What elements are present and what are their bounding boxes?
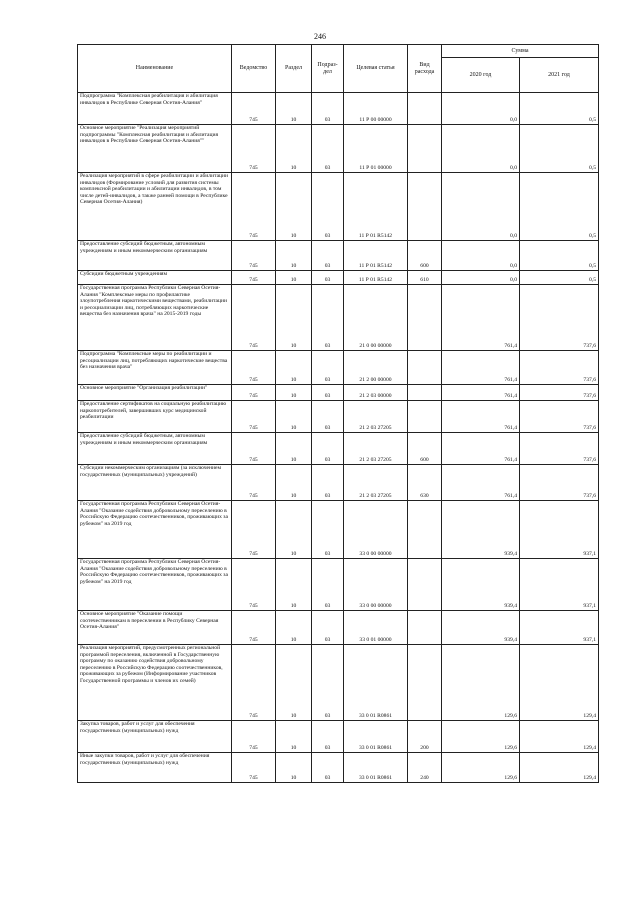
cell-subsection: 03 xyxy=(312,385,344,401)
page-number: 246 xyxy=(314,32,326,41)
cell-target: 33 0 00 00000 xyxy=(344,559,408,611)
cell-subsection: 03 xyxy=(312,721,344,753)
cell-y2021: 737,6 xyxy=(520,433,599,465)
cell-dept: 745 xyxy=(232,351,276,385)
cell-section: 10 xyxy=(276,285,312,351)
cell-type xyxy=(408,125,442,173)
cell-name: Субсидии бюджетным учреждениям xyxy=(78,271,232,285)
cell-dept: 745 xyxy=(232,385,276,401)
cell-name: Реализация мероприятий, предусмотренных региональной программой переселения, включенной в Государственную программу по оказанию содействия добровольному переселению в Российскую Федерацию соотечественников, проживающих за рубежом (Информирование участников Государственной программы и членов их семей) xyxy=(78,645,232,721)
cell-target: 21 2 03 27205 xyxy=(344,433,408,465)
cell-section: 10 xyxy=(276,125,312,173)
cell-target: 21 0 00 00000 xyxy=(344,285,408,351)
cell-type xyxy=(408,611,442,645)
cell-subsection: 03 xyxy=(312,645,344,721)
cell-dept: 745 xyxy=(232,501,276,559)
cell-subsection: 03 xyxy=(312,285,344,351)
cell-section: 10 xyxy=(276,401,312,433)
cell-y2021: 0,5 xyxy=(520,173,599,241)
table-row xyxy=(78,753,599,783)
cell-target: 11 Р 01 R5142 xyxy=(344,241,408,271)
cell-section: 10 xyxy=(276,501,312,559)
cell-y2020: 939,4 xyxy=(442,559,520,611)
cell-type: 240 xyxy=(408,753,442,783)
header-subsection: Подраз-дел xyxy=(312,45,344,93)
header-section: Раздел xyxy=(276,45,312,93)
cell-section: 10 xyxy=(276,753,312,783)
cell-target: 11 Р 01 R5142 xyxy=(344,271,408,285)
cell-dept: 745 xyxy=(232,401,276,433)
cell-type xyxy=(408,401,442,433)
cell-dept: 745 xyxy=(232,241,276,271)
cell-name: Закупка товаров, работ и услуг для обеспечения государственных (муниципальных) нужд xyxy=(78,721,232,753)
cell-section: 10 xyxy=(276,465,312,501)
table-row xyxy=(78,559,599,611)
cell-subsection: 03 xyxy=(312,611,344,645)
header-name: Наименование xyxy=(78,45,232,93)
cell-type xyxy=(408,385,442,401)
cell-dept: 745 xyxy=(232,645,276,721)
table-row xyxy=(78,465,599,501)
cell-dept: 745 xyxy=(232,125,276,173)
cell-section: 10 xyxy=(276,645,312,721)
cell-y2020: 939,4 xyxy=(442,501,520,559)
table-row xyxy=(78,93,599,125)
cell-target: 33 0 01 R0861 xyxy=(344,645,408,721)
table-row xyxy=(78,401,599,433)
cell-section: 10 xyxy=(276,271,312,285)
table-row xyxy=(78,385,599,401)
cell-dept: 745 xyxy=(232,93,276,125)
cell-y2021: 737,6 xyxy=(520,401,599,433)
cell-target: 21 2 03 00000 xyxy=(344,385,408,401)
table-row xyxy=(78,173,599,241)
cell-type xyxy=(408,501,442,559)
cell-target: 33 0 01 R0861 xyxy=(344,753,408,783)
table-row xyxy=(78,285,599,351)
cell-name: Субсидии некоммерческим организациям (за исключением государственных (муниципальных) учреждений) xyxy=(78,465,232,501)
cell-subsection: 03 xyxy=(312,241,344,271)
cell-dept: 745 xyxy=(232,753,276,783)
cell-type: 630 xyxy=(408,465,442,501)
cell-dept: 745 xyxy=(232,559,276,611)
cell-target: 33 0 01 00000 xyxy=(344,611,408,645)
cell-y2021: 737,6 xyxy=(520,465,599,501)
header-year-2021: 2021 год xyxy=(520,58,599,93)
cell-subsection: 03 xyxy=(312,125,344,173)
table-body xyxy=(78,93,599,783)
cell-y2021: 737,6 xyxy=(520,351,599,385)
cell-section: 10 xyxy=(276,173,312,241)
cell-section: 10 xyxy=(276,351,312,385)
cell-y2020: 0,0 xyxy=(442,241,520,271)
cell-type: 600 xyxy=(408,241,442,271)
cell-target: 11 Р 00 00000 xyxy=(344,93,408,125)
table-row xyxy=(78,433,599,465)
cell-type xyxy=(408,285,442,351)
cell-dept: 745 xyxy=(232,433,276,465)
cell-dept: 745 xyxy=(232,721,276,753)
cell-y2020: 129,6 xyxy=(442,721,520,753)
cell-name: Государственная программа Республики Северная Осетия-Алания "Оказание содействия добровольному переселению в Российскую Федерацию соотечественников, проживающих за рубежом" на 2019 год xyxy=(78,559,232,611)
cell-y2021: 937,1 xyxy=(520,501,599,559)
cell-section: 10 xyxy=(276,433,312,465)
cell-name: Иные закупки товаров, работ и услуг для обеспечения государственных (муниципальных) нужд xyxy=(78,753,232,783)
cell-type xyxy=(408,645,442,721)
cell-section: 10 xyxy=(276,385,312,401)
cell-target: 33 0 01 R0861 xyxy=(344,721,408,753)
cell-y2021: 737,6 xyxy=(520,285,599,351)
table-row xyxy=(78,241,599,271)
cell-target: 21 2 03 27205 xyxy=(344,465,408,501)
cell-y2021: 737,6 xyxy=(520,385,599,401)
cell-name: Основное мероприятие "Организация реабилитации" xyxy=(78,385,232,401)
cell-subsection: 03 xyxy=(312,401,344,433)
cell-type xyxy=(408,559,442,611)
cell-dept: 745 xyxy=(232,271,276,285)
cell-y2020: 939,4 xyxy=(442,611,520,645)
cell-y2021: 129,4 xyxy=(520,721,599,753)
cell-y2021: 0,5 xyxy=(520,271,599,285)
cell-section: 10 xyxy=(276,93,312,125)
cell-target: 21 2 03 27205 xyxy=(344,401,408,433)
cell-target: 11 Р 01 R5142 xyxy=(344,173,408,241)
cell-name: Предоставление субсидий бюджетным, автономным учреждениям и иным некоммерческим организациям xyxy=(78,241,232,271)
cell-section: 10 xyxy=(276,611,312,645)
cell-target: 21 2 00 00000 xyxy=(344,351,408,385)
cell-y2020: 129,6 xyxy=(442,753,520,783)
cell-subsection: 03 xyxy=(312,501,344,559)
cell-name: Государственная программа Республики Северная Осетия-Алания "Оказание содействия добровольному переселению в Российскую Федерацию соотечественников, проживающих за рубежом" на 2019 год xyxy=(78,501,232,559)
cell-y2020: 761,4 xyxy=(442,385,520,401)
cell-name: Подпрограмма "Комплексная реабилитация и абилитация инвалидов в Республике Северная Осетия-Алания" xyxy=(78,93,232,125)
cell-section: 10 xyxy=(276,559,312,611)
cell-y2020: 0,0 xyxy=(442,173,520,241)
header-dept: Ведомство xyxy=(232,45,276,93)
cell-y2021: 0,5 xyxy=(520,125,599,173)
cell-type: 200 xyxy=(408,721,442,753)
cell-type xyxy=(408,93,442,125)
cell-y2020: 761,4 xyxy=(442,433,520,465)
cell-y2020: 129,6 xyxy=(442,645,520,721)
header-sum: Сумма xyxy=(442,45,599,58)
cell-dept: 745 xyxy=(232,465,276,501)
cell-name: Государственная программа Республики Северная Осетия-Алания "Комплексные меры по профилактике злоупотребления наркотическими веществами, реабилитации и ресоциализации лиц, потребляющих наркотические вещества без назначения врача" на 2015-2019 годы xyxy=(78,285,232,351)
cell-dept: 745 xyxy=(232,611,276,645)
cell-y2021: 937,1 xyxy=(520,559,599,611)
table-row xyxy=(78,125,599,173)
cell-subsection: 03 xyxy=(312,559,344,611)
cell-target: 33 0 00 00000 xyxy=(344,501,408,559)
cell-y2020: 761,4 xyxy=(442,351,520,385)
cell-name: Реализация мероприятий в сфере реабилитации и абилитации инвалидов (Формирование условий для развития системы комплексной реабилитации и абилитации инвалидов, в том числе детей-инвалидов, а также ранней помощи в Республике Северная Осетия-Алания) xyxy=(78,173,232,241)
cell-subsection: 03 xyxy=(312,173,344,241)
cell-target: 11 Р 01 00000 xyxy=(344,125,408,173)
cell-y2021: 0,5 xyxy=(520,241,599,271)
cell-y2020: 761,4 xyxy=(442,285,520,351)
table-row xyxy=(78,721,599,753)
cell-y2021: 0,5 xyxy=(520,93,599,125)
cell-y2020: 0,0 xyxy=(442,271,520,285)
table-row xyxy=(78,611,599,645)
cell-section: 10 xyxy=(276,721,312,753)
header-target: Целевая статья xyxy=(344,45,408,93)
cell-subsection: 03 xyxy=(312,271,344,285)
cell-name: Основное мероприятие "Реализация мероприятий подпрограммы "Комплексная реабилитация и абилитация инвалидов в Республике Северная Осетия-Алания"" xyxy=(78,125,232,173)
cell-y2021: 129,4 xyxy=(520,753,599,783)
cell-type xyxy=(408,173,442,241)
cell-y2020: 0,0 xyxy=(442,93,520,125)
cell-name: Предоставление субсидий бюджетным, автономным учреждениям и иным некоммерческим организациям xyxy=(78,433,232,465)
cell-section: 10 xyxy=(276,241,312,271)
cell-y2021: 129,4 xyxy=(520,645,599,721)
cell-name: Основное мероприятие "Оказание помощи соотечественникам в переселении в Республику Северная Осетия-Алания" xyxy=(78,611,232,645)
table-row xyxy=(78,351,599,385)
cell-subsection: 03 xyxy=(312,753,344,783)
cell-subsection: 03 xyxy=(312,433,344,465)
cell-type: 610 xyxy=(408,271,442,285)
cell-subsection: 03 xyxy=(312,93,344,125)
header-exp-type: Вид расхода xyxy=(408,45,442,93)
cell-y2020: 761,4 xyxy=(442,465,520,501)
cell-y2020: 0,0 xyxy=(442,125,520,173)
cell-subsection: 03 xyxy=(312,351,344,385)
header-year-2020: 2020 год xyxy=(442,58,520,93)
cell-dept: 745 xyxy=(232,173,276,241)
cell-name: Подпрограмма "Комплексные меры по реабилитации и ресоциализации лиц, потребляющих наркотические вещества без назначения врача" xyxy=(78,351,232,385)
table-row xyxy=(78,271,599,285)
cell-type: 600 xyxy=(408,433,442,465)
table-row xyxy=(78,501,599,559)
cell-y2021: 937,1 xyxy=(520,611,599,645)
cell-subsection: 03 xyxy=(312,465,344,501)
cell-name: Предоставление сертификатов на социальную реабилитацию наркопотребителей, завершивших курс медицинской реабилитации xyxy=(78,401,232,433)
cell-y2020: 761,4 xyxy=(442,401,520,433)
cell-dept: 745 xyxy=(232,285,276,351)
cell-type xyxy=(408,351,442,385)
budget-table xyxy=(77,44,599,783)
table-row xyxy=(78,645,599,721)
